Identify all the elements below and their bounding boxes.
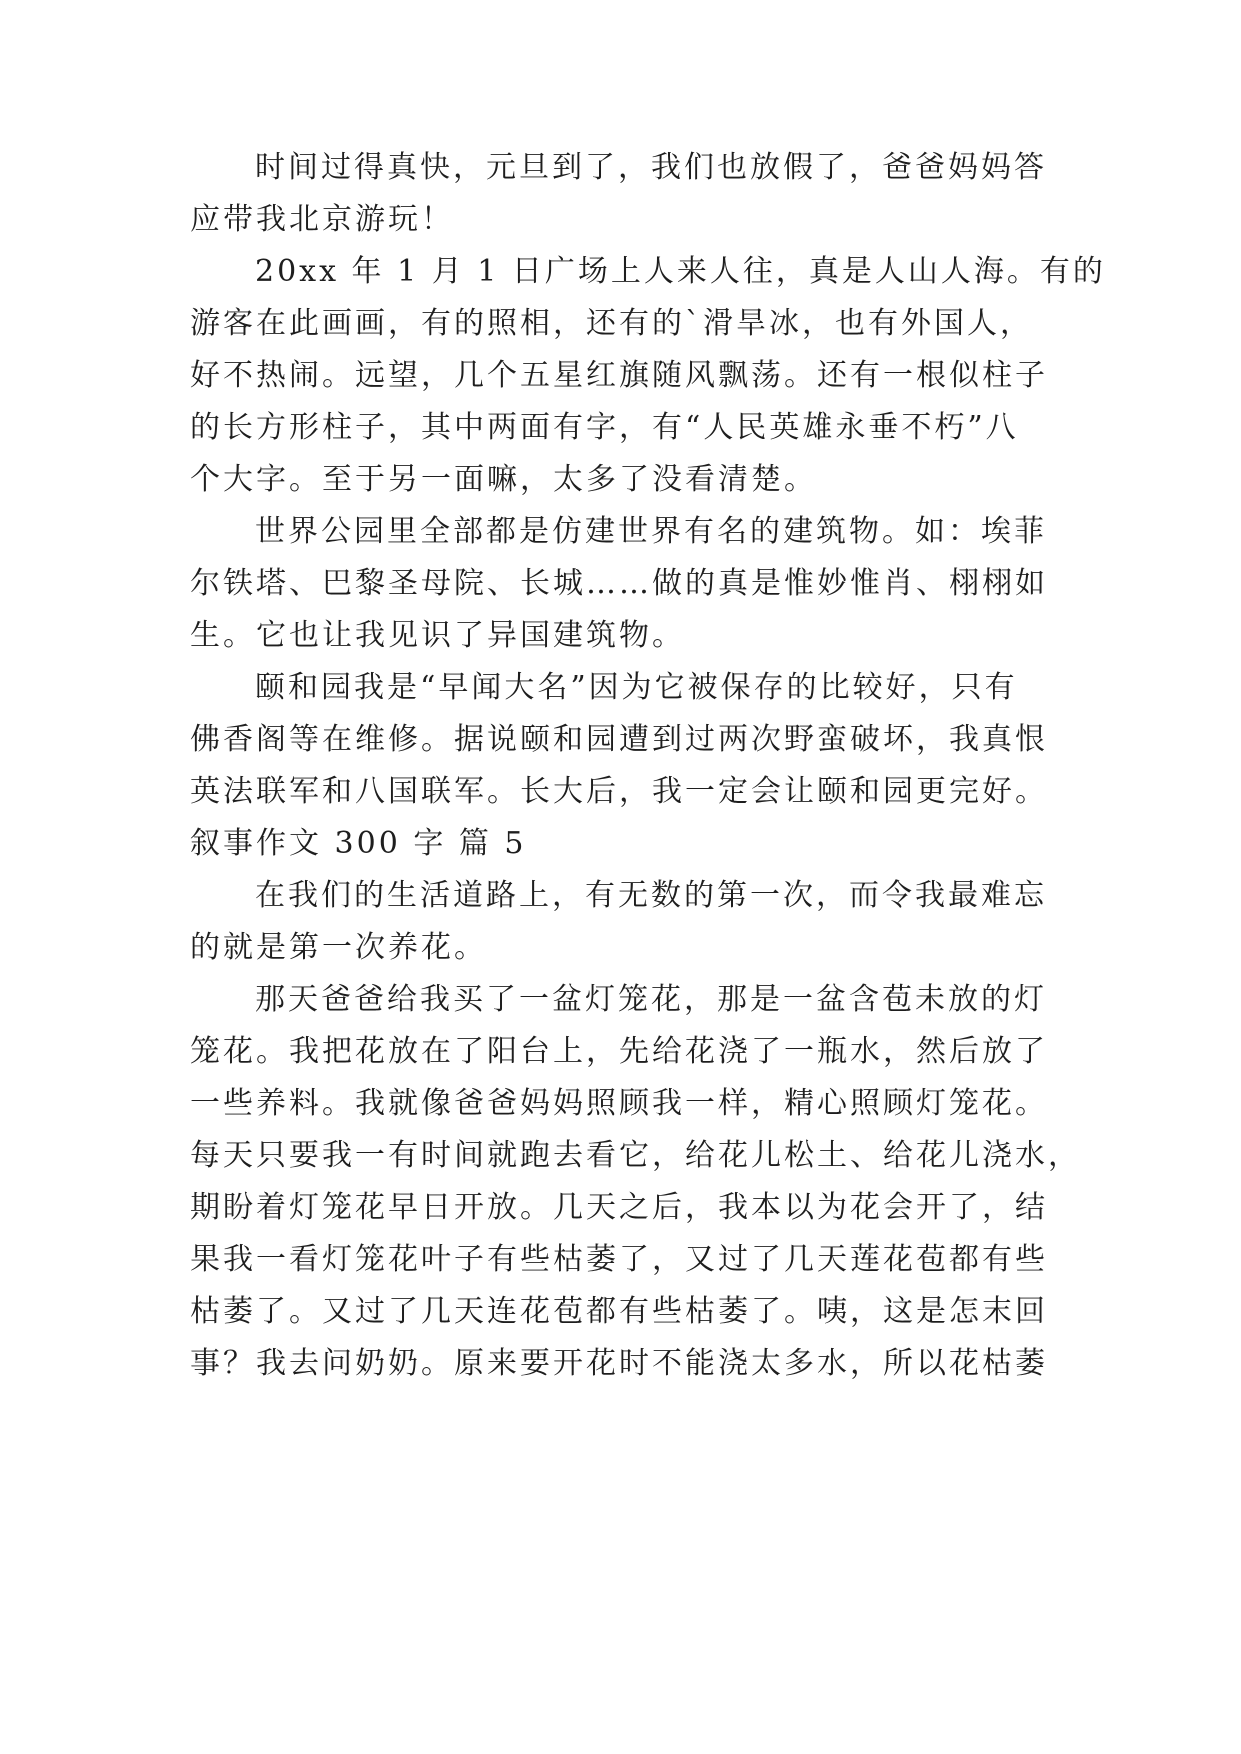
text-line: 每天只要我一有时间就跑去看它，给花儿松土、给花儿浇水，: [190, 1138, 1081, 1173]
text-line: 生。它也让我见识了异国建筑物。: [190, 618, 685, 653]
text-line: 20xx 年 1 月 1 日广场上人来人往，真是人山人海。有的: [255, 254, 1106, 289]
text-line: 在我们的生活道路上，有无数的第一次，而令我最难忘: [255, 878, 1047, 913]
text-line: 颐和园我是“早闻大名”因为它被保存的比较好，只有: [255, 670, 1018, 705]
text-line: 应带我北京游玩！: [190, 202, 454, 237]
text-line: 那天爸爸给我买了一盆灯笼花，那是一盆含苞未放的灯: [255, 982, 1047, 1017]
text-line: 尔铁塔、巴黎圣母院、长城……做的真是惟妙惟肖、栩栩如: [190, 566, 1048, 601]
text-line: 果我一看灯笼花叶子有些枯萎了，又过了几天莲花苞都有些: [190, 1242, 1048, 1277]
text-line: 时间过得真快，元旦到了，我们也放假了，爸爸妈妈答: [255, 150, 1047, 185]
text-line: 枯萎了。又过了几天连花苞都有些枯萎了。咦，这是怎末回: [190, 1294, 1048, 1329]
text-line: 的就是第一次养花。: [190, 930, 487, 965]
text-line: 一些养料。我就像爸爸妈妈照顾我一样，精心照顾灯笼花。: [190, 1086, 1048, 1121]
text-line: 个大字。至于另一面嘛，太多了没看清楚。: [190, 462, 817, 497]
text-line: 游客在此画画，有的照相，还有的`滑旱冰，也有外国人，: [190, 306, 1033, 341]
text-line: 事？我去问奶奶。原来要开花时不能浇太多水，所以花枯萎: [190, 1346, 1048, 1381]
section-heading: 叙事作文 300 字 篇 5: [190, 826, 527, 861]
text-line: 好不热闹。远望，几个五星红旗随风飘荡。还有一根似柱子: [190, 358, 1048, 393]
text-line: 佛香阁等在维修。据说颐和园遭到过两次野蛮破坏，我真恨: [190, 722, 1048, 757]
text-line: 的长方形柱子，其中两面有字，有“人民英雄永垂不朽”八: [190, 410, 1019, 445]
text-line: 笼花。我把花放在了阳台上，先给花浇了一瓶水，然后放了: [190, 1034, 1048, 1069]
text-line: 英法联军和八国联军。长大后，我一定会让颐和园更完好。: [190, 774, 1048, 809]
text-line: 世界公园里全部都是仿建世界有名的建筑物。如：埃菲: [255, 514, 1047, 549]
text-line: 期盼着灯笼花早日开放。几天之后，我本以为花会开了，结: [190, 1190, 1048, 1225]
